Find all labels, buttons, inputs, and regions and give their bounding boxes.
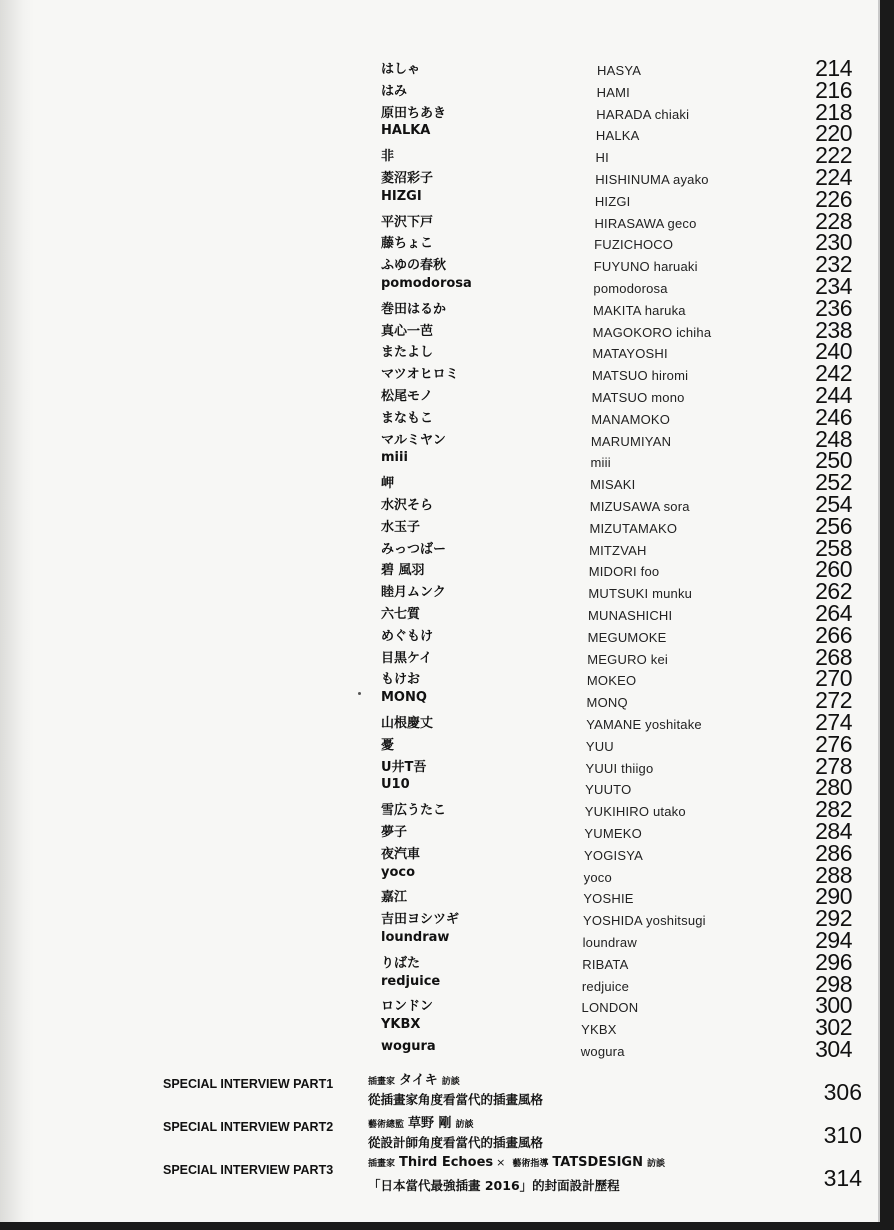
interview-role: 插畫家 [368,1077,396,1087]
artist-name-en: MATSUO mono [591,390,685,405]
index-entry [0,948,880,975]
artist-name-jp: 原田ちあき [381,105,447,121]
interview-name: Third Echoes [399,1155,494,1170]
page-number: 272 [815,687,852,714]
artist-name-jp: 碧 風羽 [381,563,425,579]
artist-name-jp: MONQ [381,690,427,706]
artist-name-jp: 平沢下戸 [381,214,434,230]
artist-name-en: MISAKI [590,477,636,493]
artist-name-en: MEGUMOKE [587,629,667,645]
index-entry [0,774,880,801]
index-entry [0,403,880,430]
page-number: 278 [815,752,852,779]
page-number: 242 [815,360,852,387]
index-entry [0,905,880,932]
special-interview-part2 [0,1116,880,1160]
artist-name-en: YKBX [581,1022,617,1038]
artist-name-en: MIDORI foo [588,564,660,580]
page-number: 234 [815,273,852,299]
artist-name-jp: みっつばー [381,541,447,557]
artist-name-en: MATSUO hiromi [591,368,689,384]
page-number: 260 [815,556,852,583]
artist-name-en: HISHINUMA ayako [595,172,709,187]
index-entry [0,338,880,365]
interview-role: 插畫家 [368,1159,396,1169]
page-number: 232 [815,251,852,278]
page-number: 304 [815,1036,852,1062]
index-entry [0,76,880,103]
index-entry [0,970,880,997]
page-number: 298 [815,970,852,997]
index-entry [0,491,880,517]
page-number: 288 [815,861,852,888]
page-number: 220 [815,120,852,147]
artist-name-jp: 巻田はるか [381,301,447,317]
artist-name-en: pomodorosa [593,281,668,296]
index-entry [0,207,880,234]
artist-name-jp: 夢子 [381,825,408,840]
artist-name-jp: またよし [381,345,434,361]
artist-name-jp: HIZGI [381,188,422,204]
artist-name-jp: 睦月ムンク [381,585,446,601]
artist-name-en: YAMANE yoshitake [586,717,702,732]
index-entry [0,861,880,888]
artist-name-jp: HALKA [381,123,431,139]
artist-name-en: HASYA [597,63,642,78]
artist-name-jp: もけお [381,672,421,688]
index-entry [0,796,880,823]
page-number: 218 [815,98,852,125]
artist-name-jp: miii [381,450,408,466]
page-number: 256 [815,512,852,539]
page-number: 280 [815,774,852,801]
interview-times-sign: × [496,1156,506,1169]
artist-name-jp: 菱沼彩子 [381,171,434,186]
artist-name-en: FUYUNO haruaki [593,259,698,275]
index-entry [0,578,880,605]
page-number: 300 [815,992,852,1019]
artist-name-jp: 雪広うたこ [381,803,447,819]
page-number: 290 [815,883,852,910]
artist-name-en: MONQ [586,695,628,711]
page-number: 292 [815,905,852,932]
index-entry [0,534,880,561]
interview-subtitle: 「日本當代最強插畫 2016」的封面設計歷程 [368,1178,620,1193]
page-number: 296 [815,948,852,975]
artist-name-en: YUUTO [585,782,632,798]
page-number: 286 [815,839,852,866]
artist-name-en: wogura [580,1044,625,1059]
artist-name-jp: 藤ちょこ [381,236,434,252]
artist-name-jp: 夜汽車 [381,846,421,862]
interview-label: SPECIAL INTERVIEW PART1 [163,1077,334,1091]
interview-label: SPECIAL INTERVIEW PART3 [163,1163,334,1177]
page-number: 214 [815,55,852,81]
index-entry [0,98,880,125]
page-number: 268 [815,643,852,670]
artist-name-en: MEGURO kei [587,651,668,667]
index-entry [0,55,880,81]
interview-credit [368,1155,665,1170]
artist-name-en: LONDON [581,1000,639,1016]
artist-name-jp: ロンドン [381,999,434,1015]
interview-name-2: TATSDESIGN [552,1155,643,1170]
interview-name: 草野 剛 [408,1116,452,1131]
artist-name-jp: マルミヤン [381,432,446,448]
page-number: 230 [815,229,852,256]
index-entry [0,142,880,169]
artist-name-jp: 憂 [381,737,395,753]
artist-name-en: HALKA [595,128,640,144]
artist-name-jp: マツオヒロミ [381,367,459,383]
artist-name-en: MIZUSAWA sora [589,499,690,514]
page-number: 270 [815,665,852,692]
artist-name-jp: ふゆの春秋 [381,258,447,274]
artist-name-jp: redjuice [381,973,441,989]
interview-page-number: 310 [823,1122,862,1148]
index-entry [0,883,880,910]
page-number: 258 [815,534,852,561]
index-entry [0,992,880,1019]
index-entry [0,294,880,321]
artist-name-jp: 真心一芭 [381,323,434,339]
index-entry [0,120,880,147]
artist-name-jp: 目黒ケイ [381,650,433,666]
page-number: 222 [815,142,852,169]
page-number: 250 [815,447,852,474]
artist-name-jp: 水玉子 [381,519,421,535]
artist-name-en: YUU [585,738,614,754]
index-entry [0,687,880,714]
artist-name-en: redjuice [581,978,630,994]
artist-name-jp: loundraw [381,930,450,945]
artist-name-jp: はみ [381,83,408,99]
index-entry [0,1014,880,1041]
index-entry [0,185,880,212]
artist-name-en: FUZICHOCO [594,237,674,253]
interview-visit: 訪談 [646,1159,665,1169]
artist-name-en: HAMI [596,84,630,100]
artist-name-jp: 松尾モノ [381,389,433,404]
artist-name-en: MITZVAH [589,542,647,558]
index-entry [0,273,880,299]
artist-name-jp: U井T吾 [381,759,427,775]
page-number: 284 [815,818,852,844]
page-number: 252 [815,469,852,496]
artist-name-jp: 水沢そら [381,498,434,513]
artist-name-jp: 山根慶丈 [381,716,434,731]
index-entry [0,360,880,387]
interview-name: タイキ [399,1073,438,1088]
index-entry [0,621,880,648]
artist-name-en: HARADA chiaki [596,106,690,122]
artist-name-en: YOSHIDA yoshitsugi [582,913,706,929]
interview-role-2: 藝術指導 [512,1159,549,1169]
index-entry [0,1036,880,1062]
index-entry [0,643,880,670]
artist-name-en: HIRASAWA geco [594,215,697,231]
index-entry [0,469,880,496]
page-number: 228 [815,207,852,234]
index-entry [0,382,880,408]
artist-name-en: HIZGI [594,193,631,209]
index-entry [0,752,880,779]
artist-name-en: YUKIHIRO utako [584,804,686,820]
page-number: 254 [815,491,852,517]
artist-name-en: MATAYOSHI [592,346,668,362]
page-number: 224 [815,164,852,190]
special-interview-part3 [0,1155,880,1203]
artist-name-en: MUNASHICHI [588,608,673,623]
interview-credit [368,1069,460,1088]
interview-visit: 訪談 [441,1077,460,1087]
index-entry [0,425,880,452]
artist-name-jp: 六七質 [381,607,421,622]
index-entry [0,730,880,757]
index-entry [0,251,880,278]
page-number: 274 [815,709,852,735]
index-entry [0,818,880,844]
artist-name-jp: 嘉江 [381,890,408,906]
index-entry [0,665,880,692]
index-entry [0,447,880,474]
index-entry [0,556,880,583]
artist-name-en: miii [590,455,611,471]
page-number: 282 [815,796,852,823]
artist-name-jp: めぐもけ [381,628,434,644]
index-entry [0,316,880,343]
artist-name-jp: 岬 [381,476,395,492]
page-number: 266 [815,621,852,648]
page-number: 236 [815,294,852,321]
index-entry [0,600,880,626]
page-number: 248 [815,425,852,452]
artist-name-jp: 非 [381,149,395,165]
artist-name-en: MOKEO [586,673,637,689]
index-entry [0,927,880,953]
index-entry [0,839,880,866]
artist-name-en: MUTSUKI munku [588,586,693,602]
page-number: 240 [815,338,852,365]
artist-name-jp: yoco [381,864,416,880]
page-number: 264 [815,600,852,626]
artist-name-jp: 吉田ヨシツギ [381,912,460,928]
index-entry [0,229,880,256]
artist-name-jp: まなもこ [381,410,434,426]
artist-name-en: MAKITA haruka [593,302,686,318]
page-number: 246 [815,403,852,430]
artist-name-en: HI [595,150,609,166]
artist-name-en: YOGISYA [584,847,643,863]
index-entry [0,512,880,539]
artist-name-jp: pomodorosa [381,276,472,291]
interview-page-number: 314 [823,1165,862,1191]
page-number: 226 [815,185,852,212]
artist-name-en: YOSHIE [583,891,634,907]
artist-name-en: MANAMOKO [591,411,671,427]
artist-name-en: RIBATA [582,956,629,972]
interview-label: SPECIAL INTERVIEW PART2 [163,1120,334,1134]
interview-visit: 訪談 [455,1120,474,1130]
special-interview-part1 [0,1073,880,1117]
artist-name-en: MAGOKORO ichiha [592,324,712,340]
artist-name-jp: YKBX [381,1017,421,1033]
artist-name-jp: はしゃ [381,62,421,77]
artist-name-en: MARUMIYAN [590,433,672,449]
interview-subtitle: 從插畫家角度看當代的插畫風格 [368,1092,544,1107]
artist-name-jp: U10 [381,777,410,793]
page-number: 216 [815,76,852,103]
page-number: 276 [815,730,852,757]
page-number: 244 [815,382,852,408]
artist-name-jp: wogura [381,1039,436,1054]
artist-name-en: YUUI thiigo [585,760,654,776]
interview-role: 藝術總監 [368,1120,405,1130]
interview-credit [368,1112,474,1131]
page-number: 294 [815,927,852,953]
interview-page-number: 306 [823,1079,862,1105]
artist-name-en: MIZUTAMAKO [589,520,678,536]
artist-name-jp: りばた [381,955,421,971]
artist-name-en: YUMEKO [584,826,642,841]
page-number: 238 [815,316,852,343]
artist-name-en: loundraw [582,935,637,950]
artist-name-en: yoco [583,869,612,885]
page-number: 262 [815,578,852,605]
index-entry [0,164,880,190]
interview-subtitle: 從設計師角度看當代的插畫風格 [368,1135,544,1150]
index-entry [0,709,880,735]
page-number: 302 [815,1014,852,1041]
